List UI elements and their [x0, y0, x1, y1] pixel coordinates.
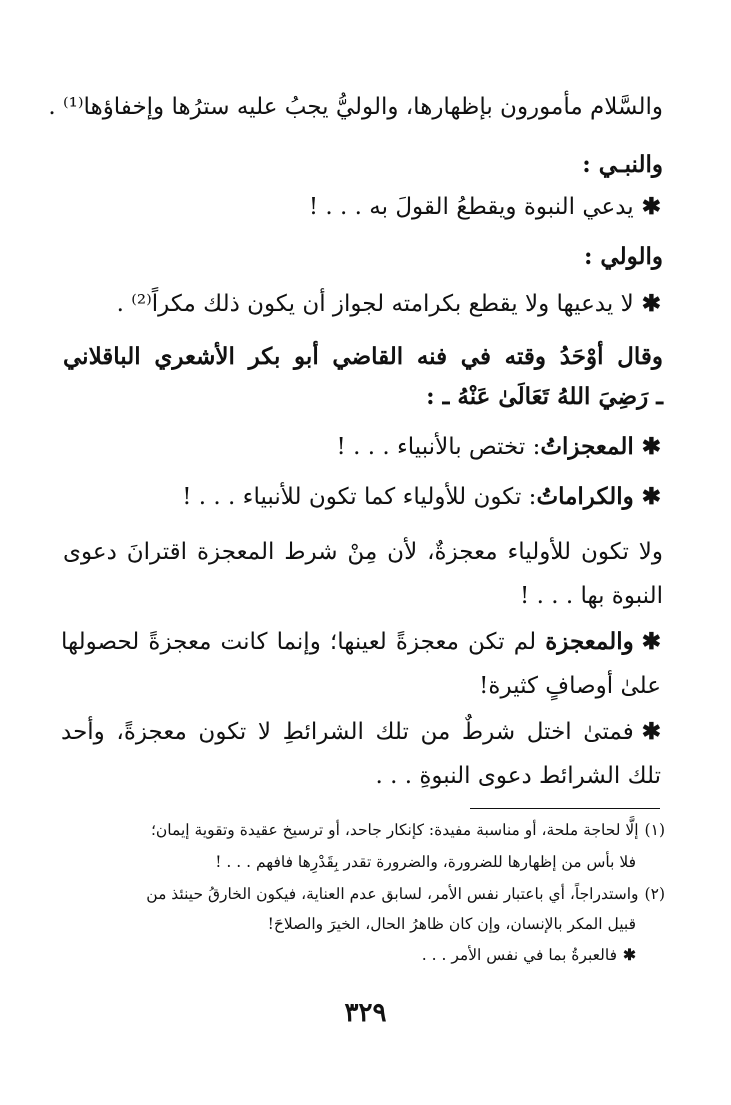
bullet-keyword: والمعجزة: [545, 628, 634, 655]
bullet-line: [61, 430, 661, 464]
bullet-paragraph: [61, 710, 661, 798]
footnote-2-line: [36, 942, 636, 968]
footnote-2-line: [65, 882, 665, 907]
footnote-text: واستدراجاً، أي باعتبار نفس الأمر، لسابق عدم العناية، فيكون الخارقُ حينئذ من: [146, 885, 639, 903]
asterisk-icon: ✱: [641, 433, 661, 460]
footnote-text: إلَّا لحاجة ملحة، أو مناسبة مفيدة: كإنكار جاحد، أو ترسيخ عقيدة وتقوية إيمان؛: [150, 821, 639, 839]
section-label-prophet: والنبـي :: [582, 151, 663, 178]
bullet-line: [61, 287, 661, 321]
page-number: ٣٢٩: [344, 998, 387, 1028]
section-label-wali: والولي :: [583, 243, 663, 270]
asterisk-icon: ✱: [641, 290, 661, 317]
footnote-number: (٢): [644, 885, 665, 903]
bullet-text: فمتىٰ اختل شرطٌ من تلك الشرائطِ لا تكون معجزةً، وأحد تلك الشرائط دعوى النبوةِ . . .: [61, 719, 661, 789]
bullet-text: لم تكن معجزةً لعينها؛ وإنما كانت معجزةً لحصولها علىٰ أوصافٍ كثيرة!: [61, 629, 661, 699]
body-line: وقال أوْحَدُ وقته في فنه القاضي أبو بكر الأشعري الباقلاني: [63, 343, 663, 370]
footnote-2-line: قبيل المكر بالإنسان، وإن كان ظاهرُ الحال، الخيرَ والصلاحَ!: [267, 915, 636, 933]
bullet-paragraph: [61, 620, 661, 708]
body-paragraph: ولا تكون للأولياء معجزةٌ، لأن مِنْ شرط المعجزة اقترانَ دعوى النبوة بها . . . !: [63, 539, 663, 609]
footnote-1-line: [65, 818, 665, 843]
asterisk-icon: ✱: [623, 945, 636, 964]
bullet-keyword: والكراماتُ: [536, 483, 634, 510]
bullet-keyword: المعجزاتُ: [540, 433, 634, 460]
footnote-number: (١): [644, 821, 665, 839]
body-line: ـ رَضِيَ اللهُ تَعَالَىٰ عَنْهُ ـ :: [426, 383, 663, 410]
bullet-text: : تكون للأولياء كما تكون للأنبياء . . . !: [182, 484, 537, 510]
body-line: والسَّلام مأمورون بإظهارها، والوليُّ يجبُ عليه سترُها وإخفاؤها⁽¹⁾ .: [48, 94, 663, 120]
footnote-text: فالعبرةُ بما في نفس الأمر . . .: [421, 946, 617, 964]
bullet-line: [61, 190, 661, 224]
bullet-line: [61, 480, 661, 514]
bullet-text: يدعي النبوة ويقطعُ القولَ به . . . !: [308, 194, 634, 220]
asterisk-icon: ✱: [641, 193, 661, 220]
footnote-1-line: فلا بأس من إظهارها للضرورة، والضرورة تقدر بِقَدْرِها فافهم . . . !: [215, 853, 636, 871]
bullet-text: : تختص بالأنبياء . . . !: [336, 434, 541, 460]
footnote-divider: [470, 808, 660, 809]
asterisk-icon: ✱: [641, 628, 661, 655]
bullet-text: لا يدعيها ولا يقطع بكرامته لجواز أن يكون ذلك مكراً⁽²⁾ .: [116, 291, 634, 317]
asterisk-icon: ✱: [641, 483, 661, 510]
asterisk-icon: ✱: [641, 718, 661, 745]
